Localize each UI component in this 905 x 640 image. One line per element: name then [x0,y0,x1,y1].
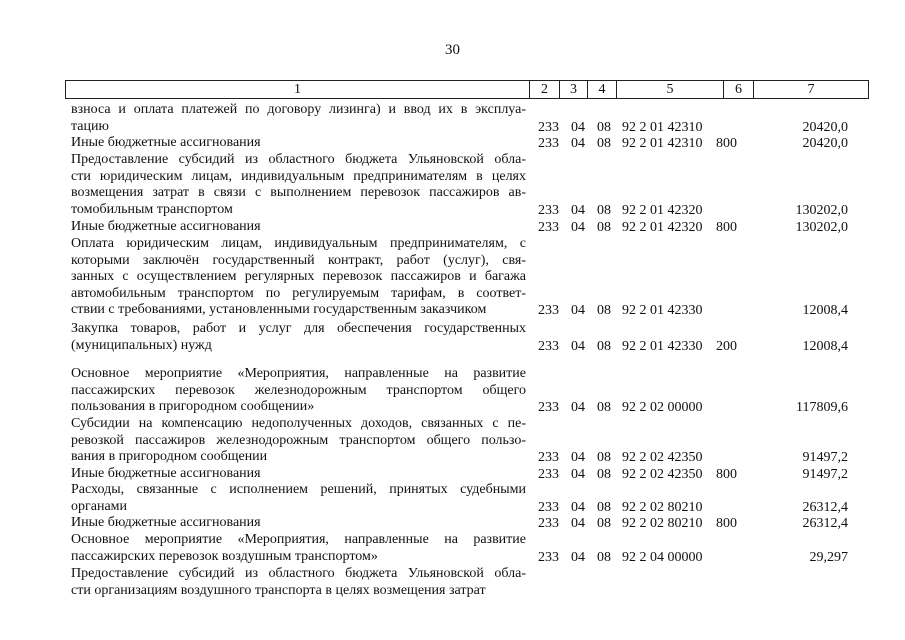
subsection-code: 08 [597,303,611,318]
ministry-code: 233 [538,450,559,465]
row-codes [0,135,905,152]
header-col-1: 1 [66,81,530,98]
section-code: 04 [571,220,585,235]
ministry-code: 233 [538,220,559,235]
amount: 26312,4 [802,516,848,531]
description-line: Расходы, связанные с исполнением решений, принятых судебными [71,482,526,497]
ministry-code: 233 [538,303,559,318]
subsection-code: 08 [597,549,611,565]
description-line: Оплата юридическим лицам, индивидуальным предпринимателям, с [71,236,526,251]
amount: 91497,2 [802,450,848,465]
target-article-code: 92 2 02 00000 [622,400,703,415]
description-line: пользования в пригородном сообщении» [71,399,315,414]
subsection-code: 08 [597,119,611,135]
subsection-code: 08 [597,220,611,235]
subsection-code: 08 [597,136,611,151]
header-col-6: 6 [724,81,754,98]
row-codes [0,338,905,355]
header-col-3: 3 [560,81,588,98]
description-line: Предоставление субсидий из областного бюджета Ульяновской обла- [71,566,526,581]
row-codes [0,515,905,532]
description-line: автомобильным транспортом по регулируемым тарифам, в соответ- [71,285,526,301]
target-article-code: 92 2 02 42350 [622,450,703,465]
ministry-code: 233 [538,516,559,531]
description-line: Иные бюджетные ассигнования [71,466,261,481]
description-line: Иные бюджетные ассигнования [71,135,261,150]
description-line: ревозкой пассажиров железнодорожным транспортом общего пользо- [71,432,526,448]
expense-type-code: 200 [716,338,737,354]
ministry-code: 233 [538,136,559,151]
amount: 20420,0 [802,119,848,135]
amount: 29,297 [809,549,848,565]
description-line: Иные бюджетные ассигнования [71,219,261,234]
header-col-7: 7 [807,82,815,97]
header-col-2: 2 [530,81,560,98]
row-codes [0,449,905,466]
amount: 117809,6 [796,400,848,415]
expense-type-code: 800 [716,516,737,531]
target-article-code: 92 2 01 42330 [622,338,703,354]
row-codes [0,119,905,136]
subsection-code: 08 [597,450,611,465]
description-line: Субсидии на компенсацию недополученных доходов, связанных с пе- [71,416,526,431]
section-code: 04 [571,400,585,415]
description-line: тацию [71,118,109,134]
description-line: вания в пригородном сообщении [71,449,268,464]
ministry-code: 233 [538,119,559,135]
ministry-code: 233 [538,338,559,354]
target-article-code: 92 2 01 42320 [622,220,703,235]
description-line: Основное мероприятие «Мероприятия, направленные на развитие [71,532,526,547]
target-article-code: 92 2 01 42310 [622,119,703,135]
amount: 91497,2 [802,467,848,482]
description-line: взноса и оплата платежей по договору лизинга) и ввод их в эксплуа- [71,102,526,117]
target-article-code: 92 2 01 42330 [622,303,703,318]
section-code: 04 [571,119,585,135]
row-codes [0,583,905,600]
subsection-code: 08 [597,400,611,415]
ministry-code: 233 [538,499,559,515]
description-line: пассажирских перевозок железнодорожным транспортом общего [71,382,526,398]
amount: 130202,0 [795,220,848,235]
description-line: Закупка товаров, работ и услуг для обеспечения государственных [71,321,526,336]
amount: 130202,0 [795,202,848,218]
expense-type-code: 800 [716,467,737,482]
description-line: Основное мероприятие «Мероприятия, направленные на развитие [71,366,526,381]
page-number: 30 [445,42,460,58]
target-article-code: 92 2 04 00000 [622,549,703,565]
ministry-code: 233 [538,549,559,565]
section-code: 04 [571,450,585,465]
target-article-code: 92 2 02 80210 [622,499,703,515]
subsection-code: 08 [597,499,611,515]
description-line: Предоставление субсидий из областного бюджета Ульяновской обла- [71,152,526,167]
section-code: 04 [571,136,585,151]
row-codes [0,549,905,566]
section-code: 04 [571,303,585,318]
row-codes [0,399,905,416]
row-codes [0,219,905,236]
description-line: ствии с требованиями, установленными государственным заказчиком [71,302,487,317]
row-codes [0,466,905,483]
target-article-code: 92 2 02 80210 [622,516,703,531]
amount: 12008,4 [802,303,848,318]
description-line: возмещения затрат в связи с выполнением перевозок пассажиров ав- [71,185,526,200]
row-codes [0,302,905,319]
description-line: занных с осуществлением регулярных перевозок пассажиров и багажа [71,269,526,284]
section-code: 04 [571,338,585,354]
section-code: 04 [571,202,585,218]
amount: 12008,4 [802,338,848,354]
row-codes [0,499,905,516]
header-col-4: 4 [588,81,617,98]
target-article-code: 92 2 01 42310 [622,136,703,151]
description-line: (муниципальных) нужд [71,337,212,353]
section-code: 04 [571,549,585,565]
description-line: которыми заключён государственный контракт, работ (услуг), свя- [71,252,526,268]
subsection-code: 08 [597,338,611,354]
target-article-code: 92 2 02 42350 [622,467,703,482]
section-code: 04 [571,467,585,482]
row-codes [0,202,905,219]
section-code: 04 [571,499,585,515]
expense-type-code: 800 [716,136,737,151]
description-line: сти юридическим лицам, индивидуальным предпринимателям в целях [71,168,526,184]
description-line: сти организациям воздушного транспорта в целях возмещения затрат [71,582,486,598]
expense-type-code: 800 [716,220,737,235]
subsection-code: 08 [597,516,611,531]
description-line: пассажирских перевозок воздушным транспортом» [71,548,378,564]
section-code: 04 [571,516,585,531]
amount: 26312,4 [802,499,848,515]
description-line: органами [71,498,128,514]
amount: 20420,0 [802,136,848,151]
ministry-code: 233 [538,467,559,482]
subsection-code: 08 [597,467,611,482]
description-line: томобильным транспортом [71,201,233,217]
table-header [65,80,869,99]
header-col-5: 5 [617,81,724,98]
ministry-code: 233 [538,400,559,415]
subsection-code: 08 [597,202,611,218]
target-article-code: 92 2 01 42320 [622,202,703,218]
ministry-code: 233 [538,202,559,218]
description-line: Иные бюджетные ассигнования [71,515,261,530]
